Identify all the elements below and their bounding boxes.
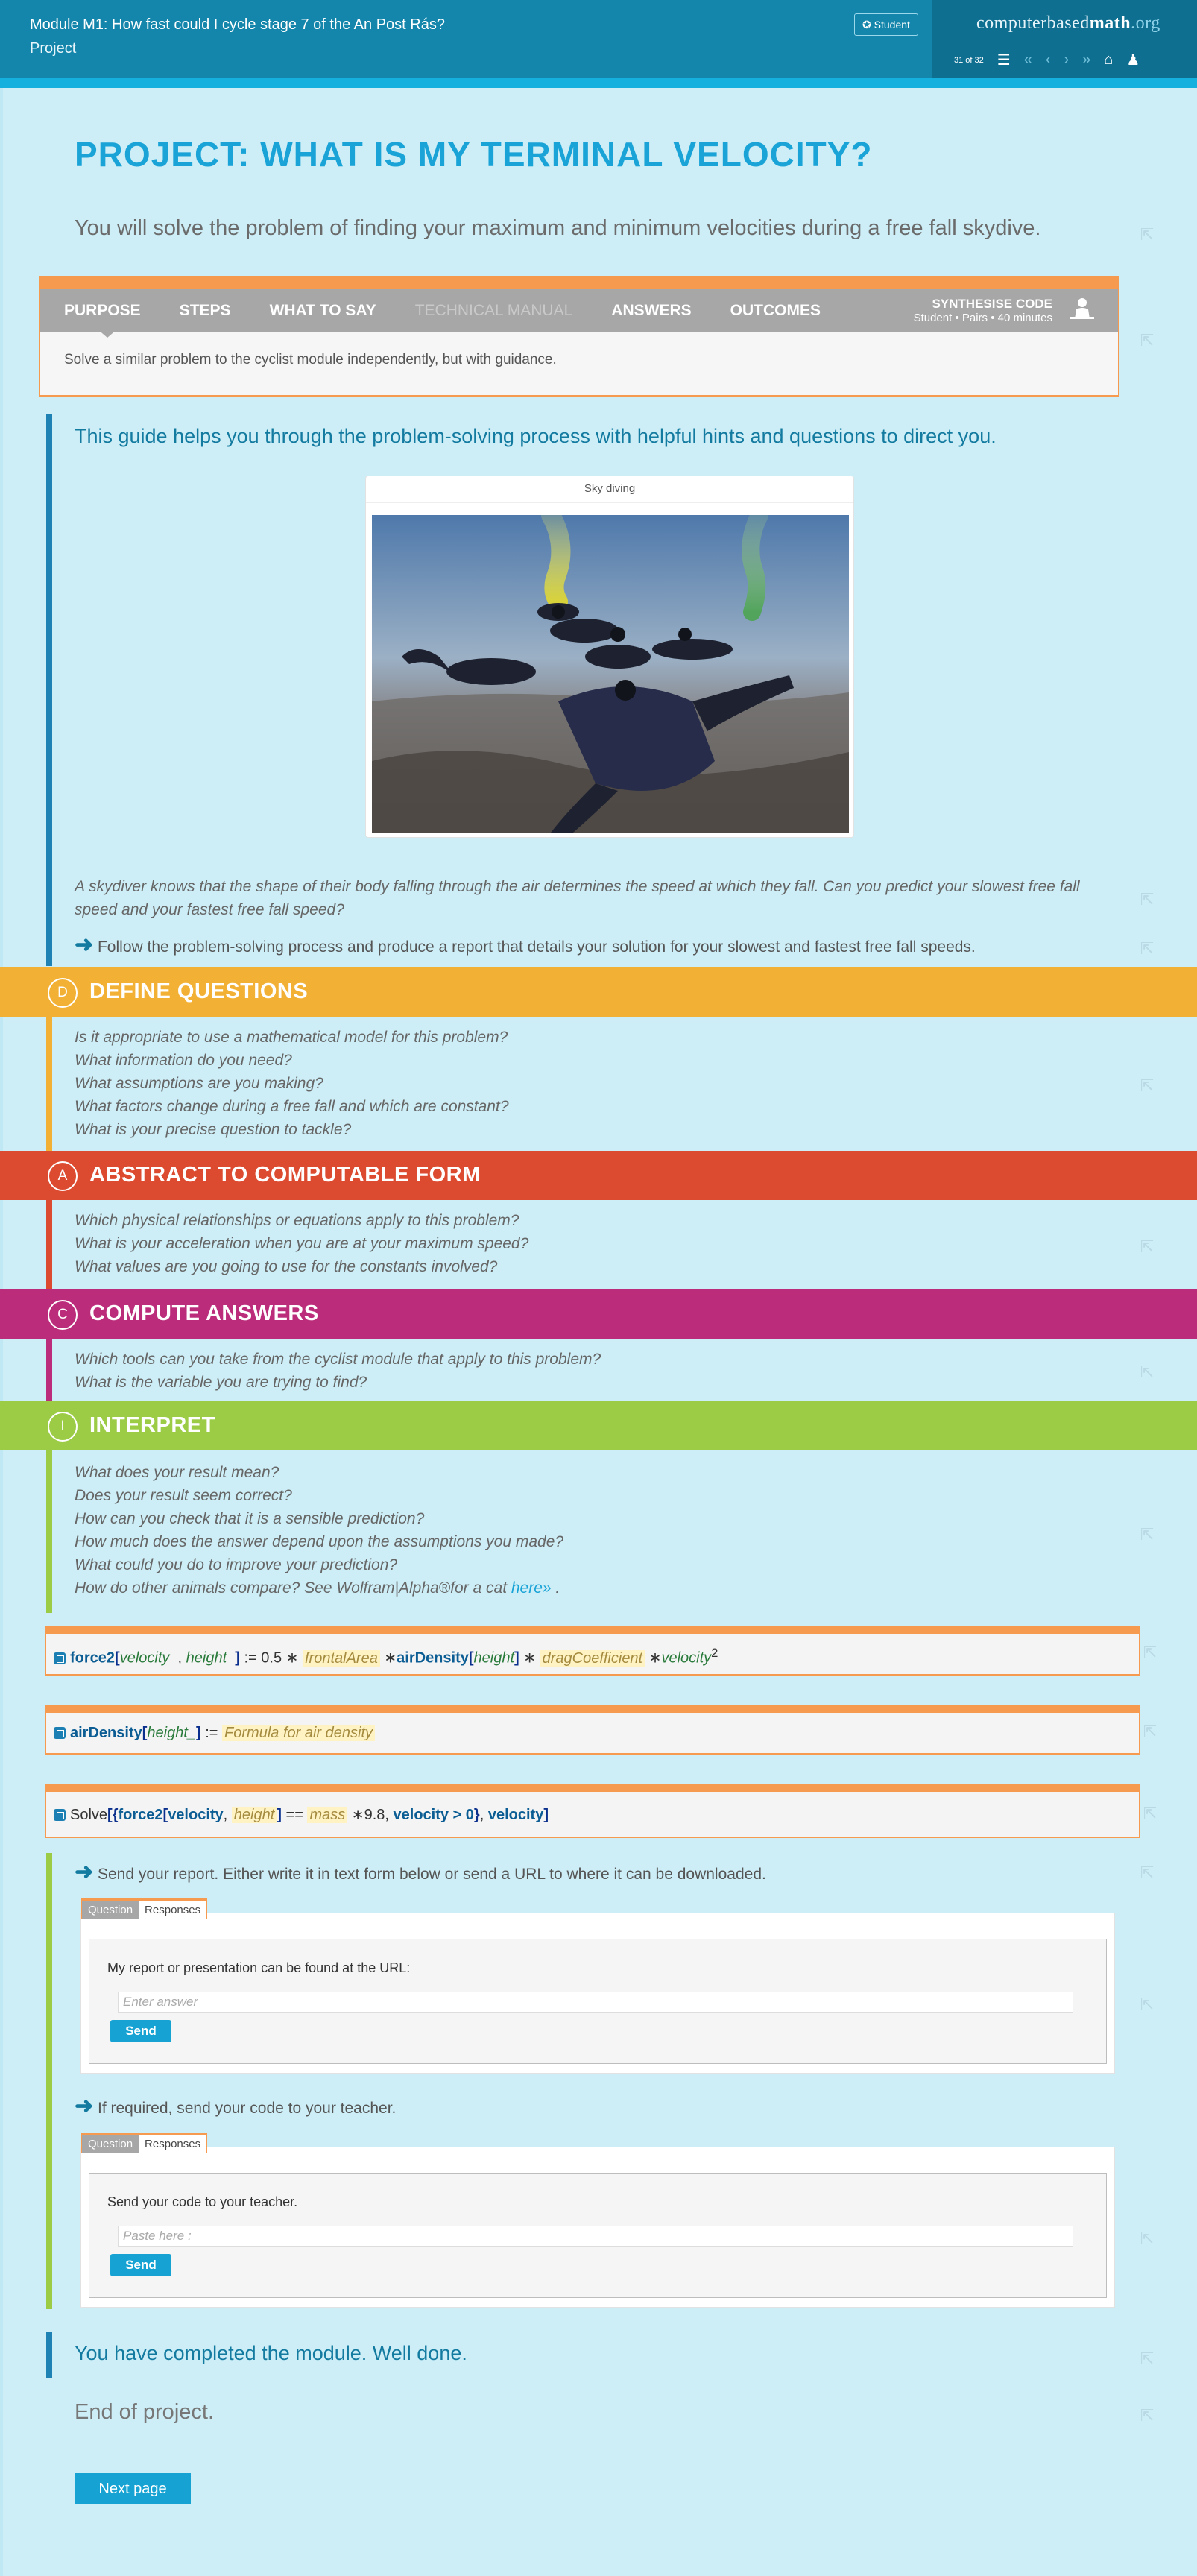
question-tail: . — [551, 1579, 560, 1597]
code-pattern: height_ — [147, 1725, 197, 1741]
contents-list-icon[interactable]: ☰ — [997, 52, 1011, 69]
abstract-title: ABSTRACT TO COMPUTABLE FORM — [89, 1163, 481, 1187]
code-template: height — [232, 1807, 277, 1823]
tab-technical-manual[interactable]: TECHNICAL MANUAL — [414, 302, 573, 319]
code-operator: == — [281, 1807, 308, 1823]
code-comma: , — [177, 1650, 186, 1667]
completion-rule — [46, 2332, 52, 2378]
code-template: mass — [307, 1807, 347, 1823]
expand-icon[interactable]: ⇱ — [1140, 331, 1155, 350]
code-variable: velocity — [168, 1807, 224, 1823]
activity-type: SYNTHESISE CODE — [932, 297, 1052, 311]
tab-question[interactable]: Question — [82, 1901, 139, 1919]
question: What could you do to improve your prediction? — [75, 1556, 398, 1573]
question: What is your acceleration when you are at your maximum speed? — [75, 1235, 529, 1252]
expand-icon[interactable]: ⇱ — [1143, 1722, 1157, 1740]
code-air-density-definition: airDensity[height_] := Formula for air density — [54, 1725, 375, 1742]
section-define — [0, 967, 1197, 1017]
define-letter: D — [48, 978, 78, 1008]
person-at-desk-icon — [1069, 297, 1096, 323]
send-button[interactable]: Send — [110, 2254, 171, 2276]
expand-icon[interactable]: ⇱ — [1140, 1863, 1155, 1882]
abstract-questions — [75, 1209, 528, 1278]
code-symbol: Solve — [70, 1807, 108, 1823]
tab-responses[interactable]: Responses — [145, 1904, 201, 1916]
code-symbol: force2 — [70, 1650, 116, 1667]
question: What values are you going to use for the constants involved? — [75, 1258, 498, 1275]
teacher-tab-panel — [39, 276, 1119, 397]
guide-heading: This guide helps you through the problem-solving process with helpful hints and questions to direct you. — [75, 425, 997, 447]
top-bar — [0, 0, 1197, 78]
page-navigation — [954, 51, 1140, 69]
question: What information do you need? — [75, 1052, 292, 1069]
code-symbol: force2 — [118, 1807, 163, 1823]
question: Is it appropriate to use a mathematical model for this problem? — [75, 1029, 508, 1046]
code-pattern: height_ — [186, 1650, 236, 1667]
define-questions — [75, 1026, 509, 1141]
section-interpret — [0, 1401, 1197, 1450]
interpret-letter: I — [48, 1412, 78, 1442]
code-number: 9.8 — [364, 1807, 385, 1823]
submit-code-row — [75, 2093, 396, 2119]
question: What is your precise question to tackle? — [75, 1121, 352, 1138]
code-paste-input[interactable] — [118, 2226, 1073, 2247]
code-question-box — [80, 2138, 1115, 2308]
question: What does your result mean? — [75, 1464, 279, 1481]
expand-icon[interactable]: ⇱ — [1140, 1076, 1155, 1095]
site-logo[interactable] — [976, 13, 1160, 34]
guide-rule — [46, 414, 52, 966]
question — [75, 1576, 563, 1600]
report-url-input[interactable] — [118, 1992, 1073, 2012]
expand-icon[interactable]: ⇱ — [1140, 2406, 1155, 2425]
section-compute — [0, 1289, 1197, 1339]
activity-meta: Student • Pairs • 40 minutes — [913, 312, 1052, 324]
code-bracket: [ — [115, 1650, 120, 1667]
question: What assumptions are you making? — [75, 1075, 323, 1092]
next-page-icon[interactable]: › — [1064, 51, 1070, 68]
interpret-rule — [46, 1450, 52, 1613]
tab-what-to-say[interactable]: WHAT TO SAY — [269, 302, 376, 319]
expand-icon[interactable]: ⇱ — [1140, 939, 1155, 958]
end-of-project: End of project. — [75, 2400, 214, 2424]
module-title: Module M1: How fast could I cycle stage 7 of the An Post Rás? — [30, 16, 445, 33]
code-variable: height — [473, 1650, 515, 1667]
submit-code-instruction: If required, send your code to your teacher. — [97, 2100, 397, 2117]
code-bracket: ] — [235, 1650, 240, 1667]
question: Which physical relationships or equations apply to this problem? — [75, 1212, 519, 1229]
code-template: Formula for air density — [222, 1725, 375, 1741]
question-panel — [89, 2173, 1107, 2298]
expand-icon[interactable]: ⇱ — [1140, 1237, 1155, 1256]
instruction-row — [75, 932, 976, 958]
submit-report-instruction: Send your report. Either write it in text form below or send a URL to where it can be downloaded. — [97, 1866, 766, 1883]
code-condition: velocity > 0 — [393, 1807, 474, 1823]
expand-icon[interactable]: ⇱ — [1140, 225, 1155, 244]
student-badge[interactable]: ✪ Student — [854, 13, 918, 36]
expand-icon[interactable]: ⇱ — [1143, 1643, 1157, 1661]
question: What factors change during a free fall and which are constant? — [75, 1098, 509, 1115]
tab-question[interactable]: Question — [82, 2135, 139, 2153]
next-page-button[interactable]: Next page — [75, 2473, 191, 2504]
question: How much does the answer depend upon the assumptions you made? — [75, 1533, 564, 1550]
code-cell-force[interactable] — [45, 1626, 1140, 1676]
instruction-text: Follow the problem-solving process and produce a report that details your solution for your slowest and fastest free fall speeds. — [97, 938, 976, 956]
define-title: DEFINE QUESTIONS — [89, 979, 309, 1003]
compute-title: COMPUTE ANSWERS — [89, 1301, 319, 1325]
arrow-icon: ➜ — [75, 2094, 94, 2118]
question-prompt: Send your code to your teacher. — [107, 2194, 298, 2209]
user-menu-icon[interactable]: ♟ — [1126, 52, 1140, 69]
submit-rule — [46, 1853, 52, 2309]
completion-message: You have completed the module. Well done. — [75, 2342, 467, 2364]
tab-outcomes[interactable]: OUTCOMES — [730, 302, 821, 319]
interpret-title: INTERPRET — [89, 1413, 215, 1437]
code-solve-expression: Solve[{force2[velocity, height ] == mass ∗9.8, velocity > 0}, velocity] — [54, 1805, 549, 1824]
send-button[interactable]: Send — [110, 2020, 171, 2042]
tab-content: Solve a similar problem to the cyclist module independently, but with guidance. — [64, 352, 557, 367]
question-panel — [89, 1939, 1107, 2064]
code-operator: := — [200, 1725, 223, 1741]
question: Does your result seem correct? — [75, 1487, 292, 1504]
expand-icon[interactable]: ⇱ — [1140, 2349, 1155, 2368]
home-icon[interactable]: ⌂ — [1104, 51, 1114, 68]
expand-icon[interactable]: ⇱ — [1140, 1363, 1155, 1381]
image-card — [365, 476, 854, 838]
code-cell-solve[interactable] — [45, 1784, 1140, 1838]
tab-steps[interactable]: STEPS — [179, 302, 231, 319]
define-rule — [46, 1017, 52, 1151]
expand-icon[interactable]: ⇱ — [1143, 1804, 1157, 1822]
arrow-icon: ➜ — [75, 932, 94, 957]
expand-icon[interactable]: ⇱ — [1140, 2229, 1155, 2247]
logo-part-computer: computer — [976, 13, 1047, 33]
code-variable: velocity — [487, 1807, 544, 1823]
arrow-icon: ➜ — [75, 1860, 94, 1884]
scenario-text: A skydiver knows that the shape of their body falling through the air determines the speed at which they fall. Can you predict your slowest free fall speed and your fastest free fall speed? — [75, 878, 1080, 918]
tab-answers[interactable]: ANSWERS — [611, 302, 692, 319]
section-abstract — [0, 1151, 1197, 1200]
expand-icon[interactable]: ⇱ — [1140, 1525, 1155, 1544]
code-template: frontalArea — [303, 1650, 380, 1667]
skydivers-photo — [372, 515, 849, 833]
code-variable: velocity — [661, 1650, 712, 1667]
compute-rule — [46, 1339, 52, 1401]
expand-icon[interactable]: ⇱ — [1140, 1995, 1155, 2013]
tab-panel-accent — [40, 276, 1118, 289]
page-counter: 31 of 32 — [954, 55, 984, 65]
abstract-rule — [46, 1200, 52, 1289]
last-page-icon[interactable]: » — [1082, 51, 1091, 68]
interpret-questions — [75, 1461, 563, 1600]
question-prompt: My report or presentation can be found at the URL: — [107, 1960, 411, 1975]
expand-icon[interactable]: ⇱ — [1140, 890, 1155, 909]
question: Which tools can you take from the cyclist module that apply to this problem? — [75, 1351, 601, 1368]
question: What is the variable you are trying to find? — [75, 1374, 367, 1391]
activity-info — [914, 297, 1052, 324]
code-symbol: airDensity — [397, 1650, 469, 1667]
cell-bracket-icon — [54, 1652, 66, 1664]
header-accent-strip — [0, 78, 1197, 88]
tab-bar — [40, 289, 1118, 332]
question: How can you check that it is a sensible prediction? — [75, 1510, 425, 1527]
brand-box — [932, 0, 1197, 78]
cell-bracket-icon — [54, 1727, 66, 1739]
page-intro: You will solve the problem of finding your maximum and minimum velocities during a free fall skydive. — [75, 216, 1041, 240]
code-exponent: 2 — [711, 1646, 718, 1660]
code-force-definition: force2[velocity_, height_] := 0.5 ∗ frontalArea ∗airDensity[height] ∗ dragCoefficient ∗velocity$^2$ — [54, 1646, 718, 1667]
compute-questions — [75, 1348, 601, 1394]
question-tabs — [81, 2133, 207, 2153]
compute-letter: C — [48, 1300, 78, 1330]
code-cell-air-density[interactable] — [45, 1705, 1140, 1755]
tab-responses[interactable]: Responses — [145, 2138, 201, 2150]
logo-part-math: math — [1089, 13, 1131, 33]
code-operator: := 0.5 — [239, 1650, 286, 1667]
submit-report-row — [75, 1859, 766, 1885]
wolfram-alpha-link[interactable]: here» — [511, 1579, 552, 1597]
first-page-icon[interactable]: « — [1023, 51, 1032, 68]
abstract-letter: A — [48, 1161, 78, 1191]
cell-bracket-icon — [54, 1809, 66, 1821]
image-caption: Sky diving — [366, 476, 853, 503]
code-template: dragCoefficient — [540, 1650, 645, 1667]
logo-part-based: based — [1046, 13, 1090, 33]
tab-purpose[interactable]: PURPOSE — [64, 302, 141, 319]
report-question-box — [80, 1904, 1115, 2074]
logo-part-org: .org — [1131, 13, 1160, 33]
question-text: How do other animals compare? See Wolfram|Alpha®for a cat — [75, 1579, 508, 1597]
code-symbol: airDensity — [70, 1725, 142, 1741]
question-tabs — [81, 1898, 207, 1919]
code-pattern: velocity_ — [119, 1650, 178, 1667]
previous-page-icon[interactable]: ‹ — [1045, 51, 1051, 68]
module-subtitle: Project — [30, 40, 77, 57]
page-title: PROJECT: WHAT IS MY TERMINAL VELOCITY? — [75, 135, 873, 174]
